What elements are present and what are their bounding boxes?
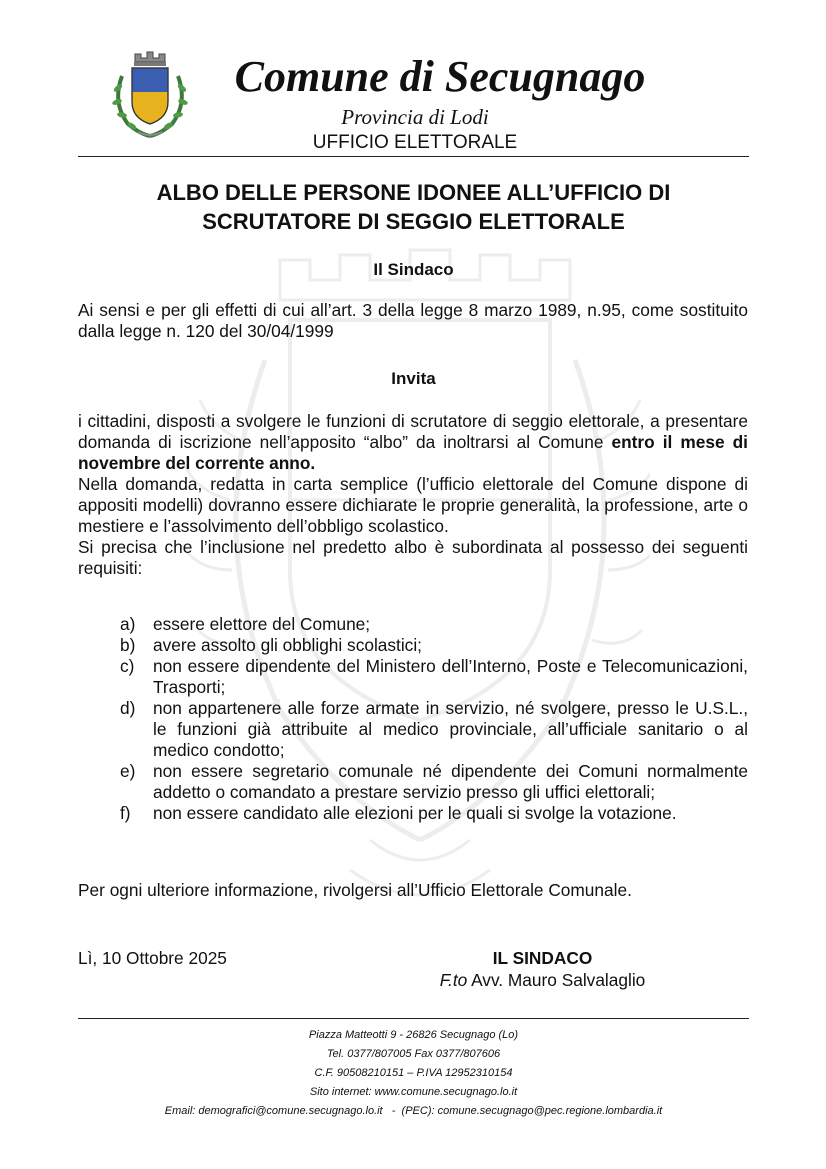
requirement-marker: b)	[120, 635, 136, 655]
requirement-text: essere elettore del Comune;	[153, 614, 371, 634]
footer-phone: Tel. 0377/807005 Fax 0377/807606	[326, 1048, 501, 1060]
body-intro-paragraph	[78, 411, 748, 474]
footer-tax-ids: C.F. 90508210151 – P.IVA 12952310154	[314, 1067, 513, 1079]
requirement-item	[120, 635, 748, 656]
requirement-marker: a)	[120, 614, 136, 634]
signatory-title: IL SINDACO	[492, 948, 593, 968]
body-intro-text: i cittadini, disposti a svolgere le funzioni di scrutatore di seggio elettorale, a presentare domanda di iscrizione nell’apposito “albo” da inoltrarsi al Comune	[78, 411, 748, 452]
authority-heading: Il Sindaco	[373, 260, 454, 279]
requirement-item	[120, 803, 748, 824]
requirement-text: non appartenere alle forze armate in servizio, né svolgere, presso le U.S.L., le funzioni già attribuite al medico provinciale, all’ufficiale sanitario o al medico condotto;	[153, 698, 748, 760]
legal-basis-paragraph: Ai sensi e per gli effetti di cui all’art. 3 della legge 8 marzo 1989, n.95, come sostituito dalla legge n. 120 del 30/04/1999	[78, 300, 748, 341]
footer-email: Email: demografici@comune.secugnago.lo.it - (PEC): comune.secugnago@pec.regione.lombardia.it	[164, 1105, 663, 1117]
office-name: UFFICIO ELETTORALE	[312, 132, 518, 153]
province-name: Provincia di Lodi	[341, 105, 489, 129]
requirements-list	[120, 614, 748, 824]
body-requirements-intro: Si precisa che l’inclusione nel predetto albo è subordinata al possesso dei seguenti requisiti:	[78, 537, 748, 578]
requirement-item	[120, 698, 748, 761]
closing-paragraph: Per ogni ulteriore informazione, rivolgersi all’Ufficio Elettorale Comunale.	[78, 880, 632, 900]
signed-prefix: F.to	[439, 970, 468, 990]
footer	[78, 1026, 749, 1121]
document-title-line-2: SCRUTATORE DI SEGGIO ELETTORALE	[202, 209, 625, 234]
requirement-item	[120, 656, 748, 698]
requirement-marker: e)	[120, 761, 136, 781]
requirement-text: non essere candidato alle elezioni per le quali si svolge la votazione.	[153, 803, 677, 823]
footer-address: Piazza Matteotti 9 - 26826 Secugnago (Lo)	[308, 1029, 519, 1041]
body-text	[78, 411, 748, 579]
requirement-marker: d)	[120, 698, 136, 718]
requirement-marker: f)	[120, 803, 131, 823]
requirement-item	[120, 614, 748, 635]
signatory-line	[400, 970, 685, 991]
place-date: Lì, 10 Ottobre 2025	[78, 948, 227, 968]
requirement-text: non essere dipendente del Ministero dell’Interno, Poste e Telecomunicazioni, Trasporti;	[153, 656, 748, 697]
invites-heading: Invita	[391, 369, 436, 388]
coat-of-arms-icon	[108, 48, 192, 138]
municipality-name: Comune di Secugnago	[234, 52, 646, 101]
signatory-name: Avv. Mauro Salvalaglio	[467, 970, 646, 990]
requirement-text: avere assolto gli obblighi scolastici;	[153, 635, 422, 655]
footer-divider	[78, 1018, 749, 1019]
footer-website: Sito internet: www.comune.secugnago.lo.it	[309, 1086, 518, 1098]
requirement-text: non essere segretario comunale né dipendente dei Comuni normalmente addetto o comandato a prestare servizio presso gli uffici elettorali;	[153, 761, 748, 802]
requirement-marker: c)	[120, 656, 135, 676]
body-application-paragraph: Nella domanda, redatta in carta semplice (l’ufficio elettorale del Comune dispone di appositi modelli) dovranno essere dichiarate le proprie generalità, la professione, arte o mestiere e l’assolvimento dell’obbligo scolastico.	[78, 474, 748, 536]
document-title	[78, 178, 749, 236]
header-divider	[78, 156, 749, 157]
body-deadline-text: entro il mese di novembre del corrente anno.	[78, 432, 748, 473]
document-title-line-1: ALBO DELLE PERSONE IDONEE ALL’UFFICIO DI	[156, 180, 671, 205]
requirement-item	[120, 761, 748, 803]
watermark-emblem-icon	[170, 240, 650, 940]
